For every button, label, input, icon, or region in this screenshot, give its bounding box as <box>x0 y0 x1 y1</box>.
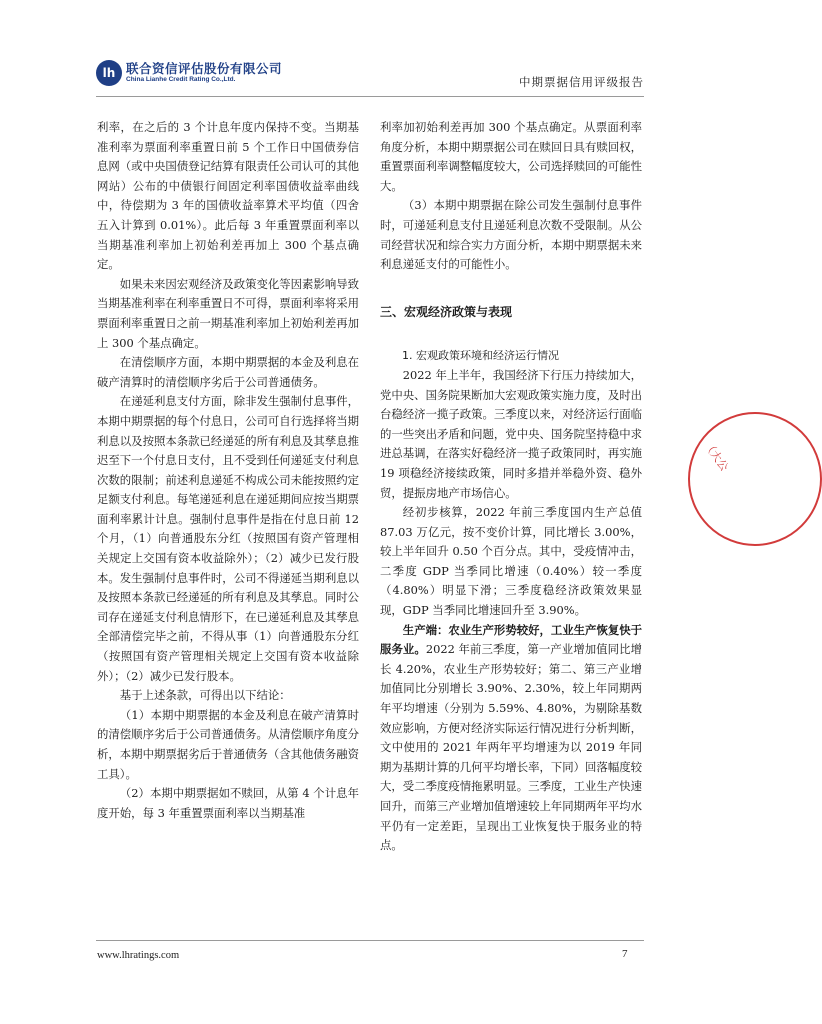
paragraph: （3）本期中期票据在除公司发生强制付息事件时，可递延利息支付且递延利息次数不受限制。从公司经营状况和综合实力方面分析，本期中期票据未来利息递延支付的可能性小。 <box>380 198 642 272</box>
section-title: 三、宏观经济政策与表现 <box>380 304 513 319</box>
footer-divider <box>96 940 644 941</box>
right-column <box>380 118 642 856</box>
paragraph: 经初步核算，2022 年前三季度国内生产总值 87.03 万亿元，按不变价计算，同比增长 3.00%，较上半年回升 0.50 个百分点。其中，受疫情冲击，二季度 GDP 当季同比增速（0.40%）较一季度（4.80%）明显下滑；三季度稳经济政策效果显现，GDP 当季同比增速回升至 3.90%。 <box>380 505 642 618</box>
left-column <box>97 118 359 823</box>
header-divider <box>96 96 644 97</box>
paragraph: 在清偿顺序方面，本期中期票据的本金及利息在破产清算时的清偿顺序劣后于公司普通债务。 <box>97 355 360 389</box>
page-header <box>96 56 644 96</box>
paragraph-rest: 2022 年前三季度，第一产业增加值同比增长 4.20%，农业生产形势较好；第二、第三产业增加值同比分别增长 3.90%、2.30%，较上年同期两年平均增速（分别为 5.59%、4.80%，为剔除基数效应影响，方便对经济实际运行情况进行分析判断，文中使用的 2021 年两年平均增速为以 2019 年同期为基期计算的几何平均增长率，下同）回落幅度较大，受二季度疫情拖累明显。三季度，工业生产快速回升，而第三产业增加值增速较上年同期两年平均水平仍有一定差距，呈现出工业恢复快于服务业的特点。 <box>380 642 642 853</box>
company-name-cn: 联合资信评估股份有限公司 <box>126 61 283 76</box>
red-seal-stamp <box>688 412 822 546</box>
subsection-title: 1. 宏观政策环境和经济运行情况 <box>402 349 559 363</box>
paragraph: 2022 年上半年，我国经济下行压力持续加大，党中央、国务院果断加大宏观政策实施力度，及时出台稳经济一揽子政策。三季度以来，对经济运行面临的一些突出矛盾和问题，党中央、国务院坚持稳中求进总基调，在落实好稳经济一揽子政策同时，再实施 19 项稳经济接续政策，同时多措并举稳外资、稳外贸，提振房地产市场信心。 <box>380 367 642 500</box>
stamp-text: （大公 <box>701 439 731 474</box>
paragraph: 利率，在之后的 3 个计息年度内保持不变。当期基准利率为票面利率重置日前 5 个工作日中国债券信息网（或中央国债登记结算有限责任公司认可的其他网站）公布的中债银行间固定利率国债收益率曲线中，待偿期为 3 年的国债收益率算术平均值（四舍五入计算到 0.01%）。此后每 3 年重置票面利率以当期基准利率加上初始利差再加上 300 个基点确定。 <box>97 120 359 272</box>
paragraph <box>380 621 642 856</box>
page-number: 7 <box>622 948 628 960</box>
company-name-en: China Lianhe Credit Rating Co.,Ltd. <box>126 76 236 83</box>
report-title: 中期票据信用评级报告 <box>519 75 644 89</box>
footer-url: www.lhratings.com <box>97 950 180 961</box>
paragraph: 基于上述条款，可得出以下结论： <box>119 688 291 703</box>
paragraph: 在递延利息支付方面，除非发生强制付息事件，本期中期票据的每个付息日，公司可自行选择将当期利息以及按照本条款已经递延的所有利息及其孳息推迟至下一个付息日支付，且不受到任何递延支付利息次数的限制；前述利息递延不构成公司未能按照约定足额支付利息。每笔递延利息在递延期间应按当期票面利率累计计息。强制付息事件是指在付息日前 12 个月，（1）向普通股东分红（按照国有资产管理相关规定上交国有资本收益除外）；（2）减少已发行股本。发生强制付息事件时，公司不得递延当期利息以及按照本条款已经递延的所有利息及其孳息。同时公司存在递延支付利息情形下，在已递延利息及其孳息全部清偿完毕之前，不得从事（1）向普通股东分红（按照国有资产管理相关规定上交国有资本收益除外）；（2）减少已发行股本。 <box>97 394 360 683</box>
paragraph: 利率加初始利差再加 300 个基点确定。从票面利率角度分析，本期中期票据公司在赎回日具有赎回权，重置票面利率调整幅度较大，公司选择赎回的可能性大。 <box>380 120 642 193</box>
paragraph: （2）本期中期票据如不赎回，从第 4 个计息年度开始，每 3 年重置票面利率以当期基准 <box>97 786 359 820</box>
company-logo-icon: lh <box>96 60 122 86</box>
bold-lead: 生产端：农业生产形势较好，工业生产恢复快于服务业。 <box>380 622 643 657</box>
paragraph: （1）本期中期票据的本金及利息在破产清算时的清偿顺序劣后于公司普通债务。从清偿顺序角度分析，本期中期票据劣后于普通债务（含其他债务融资工具）。 <box>97 707 359 781</box>
paragraph: 如果未来因宏观经济及政策变化等因素影响导致当期基准利率在利率重置日不可得，票面利率将采用票面利率重置日之前一期基准利率加上初始利差再加上 300 个基点确定。 <box>97 276 360 350</box>
